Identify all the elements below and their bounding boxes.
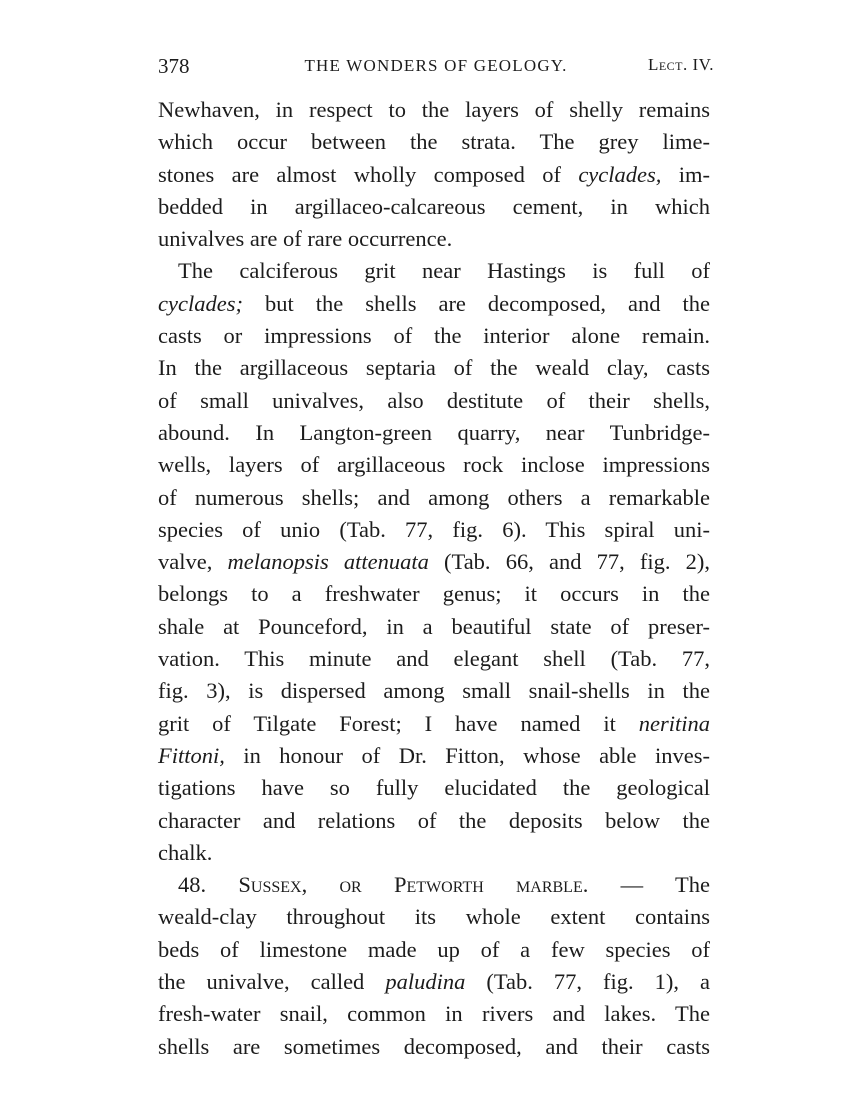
text-line (158, 94, 710, 126)
line-text: univalves are of rare occurrence. (158, 226, 453, 252)
line-text: character and relations of the deposits below the (158, 807, 710, 833)
line-text: wells, layers of argillaceous rock inclose impressions (158, 452, 710, 478)
text-line (158, 966, 710, 998)
line-text: weald-clay throughout its whole extent contains (158, 904, 710, 930)
line-text: belongs to a freshwater genus; it occurs in the (158, 581, 710, 607)
italic-term: neritina (638, 710, 710, 736)
text-line (158, 740, 710, 772)
italic-term: paludina (385, 969, 466, 995)
line-text: in honour of Dr. Fitton, whose able inves- (224, 742, 710, 768)
text-line (158, 126, 710, 158)
text-line (158, 191, 710, 223)
line-text: beds of limestone made up of a few species of (158, 936, 710, 962)
italic-term: melanopsis attenuata (227, 549, 429, 575)
line-text: grit of Tilgate Forest; I have named it (158, 710, 639, 736)
text-line (158, 546, 710, 578)
text-line (158, 611, 710, 643)
running-title: THE WONDERS OF GEOLOGY. (304, 56, 568, 75)
line-text: In the argillaceous septaria of the weald clay, casts (158, 355, 710, 381)
text-line (158, 223, 710, 255)
text-line (158, 934, 710, 966)
text-line (158, 998, 710, 1030)
line-text: bedded in argillaceo-calcareous cement, in which (158, 193, 710, 219)
line-text: abound. In Langton-green quarry, near Tunbridge- (158, 419, 710, 445)
text-line (158, 772, 710, 804)
section-heading: Sussex, or Petworth marble. (238, 872, 589, 898)
text-line (158, 1031, 710, 1063)
text-line (158, 255, 710, 287)
line-text: of numerous shells; and among others a remarkable (158, 484, 710, 510)
line-text: (Tab. 77, fig. 1), a (465, 969, 710, 995)
line-text: vation. This minute and elegant shell (Tab. 77, (158, 646, 710, 672)
text-line (158, 449, 710, 481)
text-line (158, 708, 710, 740)
text-line (158, 320, 710, 352)
text-line (158, 805, 710, 837)
text-line (158, 288, 710, 320)
line-text: im- (661, 161, 711, 187)
text-line (158, 514, 710, 546)
italic-term: cyclades; (158, 290, 243, 316)
text-line (158, 837, 710, 869)
line-text: but the shells are decomposed, and the (242, 290, 710, 316)
line-text: casts or impressions of the interior alone remain. (158, 323, 710, 349)
text-line (158, 901, 710, 933)
line-text: fresh-water snail, common in rivers and lakes. The (158, 1001, 710, 1027)
line-text: valve, (158, 549, 228, 575)
text-line (158, 352, 710, 384)
text-line (158, 578, 710, 610)
running-header (158, 54, 714, 88)
page-number: 378 (158, 54, 190, 78)
text-line (158, 159, 710, 191)
text-line (158, 482, 710, 514)
line-text: of small univalves, also destitute of their shells, (158, 387, 710, 413)
line-text: tigations have so fully elucidated the geological (158, 775, 710, 801)
line-text: (Tab. 66, and 77, fig. 2), (428, 549, 710, 575)
line-text: The calciferous grit near Hastings is full of (178, 258, 710, 284)
body-text (158, 94, 710, 1063)
text-line (158, 675, 710, 707)
line-text: — The (588, 872, 710, 898)
text-line (158, 385, 710, 417)
text-line (158, 643, 710, 675)
line-text: Newhaven, in respect to the layers of shelly remains (158, 97, 710, 122)
text-line (158, 869, 710, 901)
italic-term: Fittoni, (158, 742, 225, 768)
line-text: fig. 3), is dispersed among small snail-shells in the (158, 678, 710, 704)
line-text: species of unio (Tab. 77, fig. 6). This spiral uni- (158, 516, 710, 542)
line-text: which occur between the strata. The grey lime- (158, 129, 710, 155)
line-text: shells are sometimes decomposed, and their casts (158, 1033, 710, 1059)
line-text: 48. (178, 872, 239, 898)
line-text: chalk. (158, 839, 213, 865)
line-text: stones are almost wholly composed of (158, 161, 579, 187)
line-text: shale at Pounceford, in a beautiful state of preser- (158, 613, 710, 639)
lecture-label: Lect. IV. (647, 55, 714, 74)
line-text: the univalve, called (158, 969, 386, 995)
text-line (158, 417, 710, 449)
italic-term: cyclades, (578, 161, 662, 187)
